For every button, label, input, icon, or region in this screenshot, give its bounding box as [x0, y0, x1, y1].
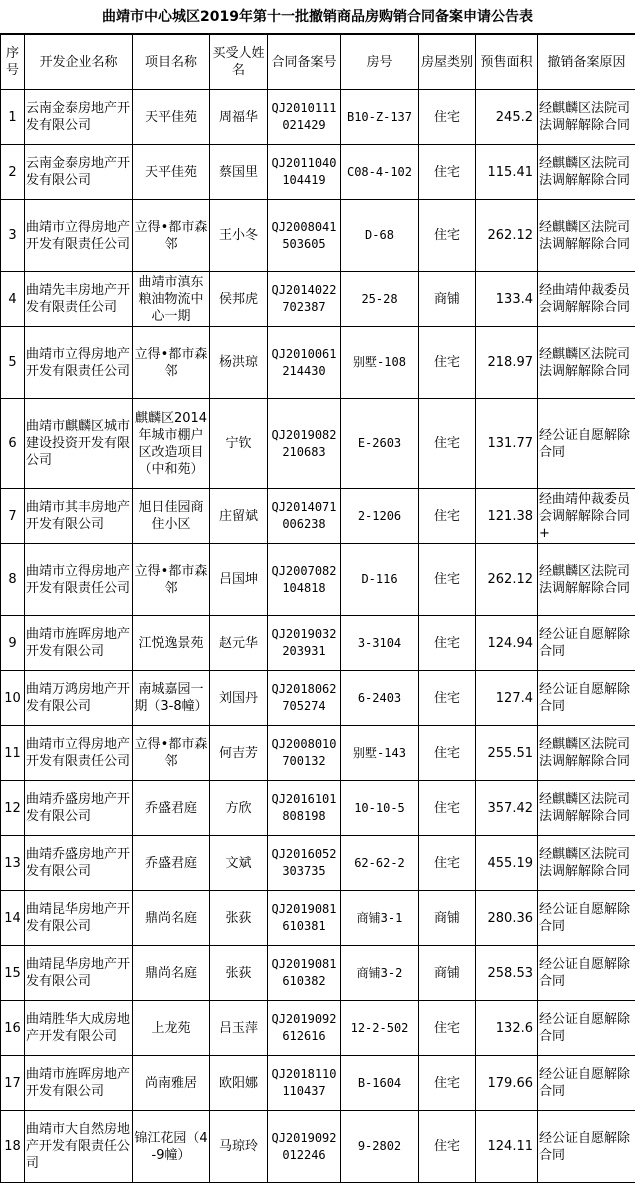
row-number: 1	[1, 90, 25, 145]
developer-cell: 曲靖市旌晖房地产开发有限公司	[25, 616, 133, 671]
table-row	[1, 544, 635, 616]
property-type-cell: 住宅	[419, 145, 476, 200]
table-body	[1, 90, 635, 1183]
contract-number-cell: QJ2007082104818	[268, 544, 341, 616]
developer-cell: 曲靖市麒麟区城市建设投资开发有限公司	[25, 399, 133, 489]
property-type-cell: 住宅	[419, 200, 476, 272]
developer-cell: 曲靖先丰房地产开发有限责任公司	[25, 272, 133, 327]
buyer-cell: 马琼玲	[210, 1111, 268, 1183]
buyer-cell: 周福华	[210, 90, 268, 145]
table-row	[1, 671, 635, 726]
revocation-reason-cell: 经麒麟区法院司法调解解除合同	[538, 90, 635, 145]
presale-area-cell: 115.41	[476, 145, 538, 200]
property-type-cell: 住宅	[419, 544, 476, 616]
revocation-reason-cell: 经麒麟区法院司法调解解除合同	[538, 200, 635, 272]
room-number-cell: 25-28	[341, 272, 419, 327]
room-number-cell: 2-1206	[341, 489, 419, 544]
contract-number-cell: QJ2014071006238	[268, 489, 341, 544]
contract-number-cell: QJ2018062705274	[268, 671, 341, 726]
developer-cell: 曲靖昆华房地产开发有限公司	[25, 891, 133, 946]
header-cell: 房屋类别	[419, 35, 476, 90]
row-number: 16	[1, 1001, 25, 1056]
developer-cell: 云南金泰房地产开发有限公司	[25, 145, 133, 200]
buyer-cell: 吕国坤	[210, 544, 268, 616]
developer-cell: 曲靖市立得房地产开发有限责任公司	[25, 544, 133, 616]
developer-cell: 曲靖乔盛房地产开发有限公司	[25, 836, 133, 891]
contract-number-cell: QJ2019081610381	[268, 891, 341, 946]
table-row	[1, 489, 635, 544]
row-number: 4	[1, 272, 25, 327]
presale-area-cell: 179.66	[476, 1056, 538, 1111]
buyer-cell: 文斌	[210, 836, 268, 891]
contract-number-cell: QJ2019082210683	[268, 399, 341, 489]
buyer-cell: 吕玉萍	[210, 1001, 268, 1056]
contract-number-cell: QJ2010061214430	[268, 327, 341, 399]
room-number-cell: 商铺3-1	[341, 891, 419, 946]
room-number-cell: 62-62-2	[341, 836, 419, 891]
revocation-reason-cell: 经麒麟区法院司法调解解除合同	[538, 544, 635, 616]
project-cell: 立得•都市森邻	[133, 200, 210, 272]
contract-number-cell: QJ2019081610382	[268, 946, 341, 1001]
buyer-cell: 何吉芳	[210, 726, 268, 781]
table-row	[1, 1056, 635, 1111]
developer-cell: 曲靖乔盛房地产开发有限公司	[25, 781, 133, 836]
table-row	[1, 90, 635, 145]
table-row	[1, 399, 635, 489]
buyer-cell: 王小冬	[210, 200, 268, 272]
buyer-cell: 宁钦	[210, 399, 268, 489]
page-title: 曲靖市中心城区2019年第十一批撤销商品房购销合同备案申请公告表	[0, 0, 635, 34]
header-cell: 序号	[1, 35, 25, 90]
contract-number-cell: QJ2019092012246	[268, 1111, 341, 1183]
revocation-reason-cell: 经公证自愿解除合同	[538, 891, 635, 946]
presale-area-cell: 218.97	[476, 327, 538, 399]
presale-area-cell: 133.4	[476, 272, 538, 327]
table-row	[1, 616, 635, 671]
buyer-cell: 侯邦虎	[210, 272, 268, 327]
buyer-cell: 赵元华	[210, 616, 268, 671]
room-number-cell: 9-2802	[341, 1111, 419, 1183]
buyer-cell: 庄留斌	[210, 489, 268, 544]
table-row	[1, 1001, 635, 1056]
revocation-reason-cell: 经公证自愿解除合同	[538, 1001, 635, 1056]
table-row	[1, 836, 635, 891]
table-row	[1, 145, 635, 200]
presale-area-cell: 121.38	[476, 489, 538, 544]
revocation-reason-cell: 经麒麟区法院司法调解解除合同	[538, 836, 635, 891]
room-number-cell: 商铺3-2	[341, 946, 419, 1001]
revocation-reason-cell: 经公证自愿解除合同	[538, 616, 635, 671]
property-type-cell: 住宅	[419, 327, 476, 399]
property-type-cell: 住宅	[419, 1001, 476, 1056]
presale-area-cell: 357.42	[476, 781, 538, 836]
revocation-reason-cell: 经麒麟区法院司法调解解除合同	[538, 145, 635, 200]
table-row	[1, 726, 635, 781]
contract-number-cell: QJ2019032203931	[268, 616, 341, 671]
header-cell: 买受人姓名	[210, 35, 268, 90]
revocation-reason-cell: 经公证自愿解除合同	[538, 1111, 635, 1183]
row-number: 7	[1, 489, 25, 544]
row-number: 18	[1, 1111, 25, 1183]
revocation-reason-cell: 经公证自愿解除合同	[538, 399, 635, 489]
project-cell: 鼎尚名庭	[133, 946, 210, 1001]
project-cell: 立得•都市森邻	[133, 544, 210, 616]
project-cell: 锦江花园（4-9幢）	[133, 1111, 210, 1183]
room-number-cell: 别墅-143	[341, 726, 419, 781]
row-number: 10	[1, 671, 25, 726]
contract-number-cell: QJ2008041503605	[268, 200, 341, 272]
presale-area-cell: 245.2	[476, 90, 538, 145]
project-cell: 上龙苑	[133, 1001, 210, 1056]
contract-number-cell: QJ2019092612616	[268, 1001, 341, 1056]
table-header-row	[1, 35, 635, 90]
row-number: 3	[1, 200, 25, 272]
presale-area-cell: 124.11	[476, 1111, 538, 1183]
developer-cell: 曲靖市立得房地产开发有限责任公司	[25, 200, 133, 272]
project-cell: 旭日佳园商住小区	[133, 489, 210, 544]
row-number: 2	[1, 145, 25, 200]
row-number: 11	[1, 726, 25, 781]
property-type-cell: 商铺	[419, 272, 476, 327]
presale-area-cell: 124.94	[476, 616, 538, 671]
contract-number-cell: QJ2016052303735	[268, 836, 341, 891]
row-number: 6	[1, 399, 25, 489]
buyer-cell: 欧阳娜	[210, 1056, 268, 1111]
project-cell: 天平佳苑	[133, 145, 210, 200]
row-number: 17	[1, 1056, 25, 1111]
contract-number-cell: QJ2014022702387	[268, 272, 341, 327]
table-row	[1, 272, 635, 327]
row-number: 12	[1, 781, 25, 836]
room-number-cell: 10-10-5	[341, 781, 419, 836]
room-number-cell: C08-4-102	[341, 145, 419, 200]
table-row	[1, 200, 635, 272]
room-number-cell: 12-2-502	[341, 1001, 419, 1056]
project-cell: 立得•都市森邻	[133, 726, 210, 781]
table-row	[1, 891, 635, 946]
row-number: 15	[1, 946, 25, 1001]
project-cell: 尚南雅居	[133, 1056, 210, 1111]
developer-cell: 曲靖市立得房地产开发有限责任公司	[25, 726, 133, 781]
buyer-cell: 张荻	[210, 891, 268, 946]
buyer-cell: 方欣	[210, 781, 268, 836]
header-cell: 预售面积	[476, 35, 538, 90]
project-cell: 立得•都市森邻	[133, 327, 210, 399]
property-type-cell: 住宅	[419, 489, 476, 544]
project-cell: 乔盛君庭	[133, 836, 210, 891]
room-number-cell: D-116	[341, 544, 419, 616]
buyer-cell: 蔡国里	[210, 145, 268, 200]
contract-number-cell: QJ2018110110437	[268, 1056, 341, 1111]
project-cell: 南城嘉园一期（3-8幢）	[133, 671, 210, 726]
row-number: 9	[1, 616, 25, 671]
developer-cell: 曲靖市立得房地产开发有限责任公司	[25, 327, 133, 399]
developer-cell: 曲靖万鸿房地产开发有限公司	[25, 671, 133, 726]
presale-area-cell: 127.4	[476, 671, 538, 726]
property-type-cell: 住宅	[419, 671, 476, 726]
project-cell: 麒麟区2014年城市棚户区改造项目（中和苑）	[133, 399, 210, 489]
property-type-cell: 商铺	[419, 891, 476, 946]
property-type-cell: 住宅	[419, 836, 476, 891]
developer-cell: 曲靖胜华大成房地产开发有限公司	[25, 1001, 133, 1056]
header-cell: 合同备案号	[268, 35, 341, 90]
project-cell: 乔盛君庭	[133, 781, 210, 836]
announcement-table	[0, 34, 635, 1183]
developer-cell: 曲靖昆华房地产开发有限公司	[25, 946, 133, 1001]
revocation-reason-cell: 经麒麟区法院司法调解解除合同	[538, 327, 635, 399]
table-row	[1, 781, 635, 836]
row-number: 8	[1, 544, 25, 616]
property-type-cell: 住宅	[419, 1111, 476, 1183]
project-cell: 天平佳苑	[133, 90, 210, 145]
presale-area-cell: 280.36	[476, 891, 538, 946]
revocation-reason-cell: 经公证自愿解除合同	[538, 671, 635, 726]
header-cell: 项目名称	[133, 35, 210, 90]
header-cell: 撤销备案原因	[538, 35, 635, 90]
developer-cell: 云南金泰房地产开发有限公司	[25, 90, 133, 145]
buyer-cell: 张荻	[210, 946, 268, 1001]
table-row	[1, 946, 635, 1001]
property-type-cell: 住宅	[419, 90, 476, 145]
presale-area-cell: 132.6	[476, 1001, 538, 1056]
project-cell: 鼎尚名庭	[133, 891, 210, 946]
revocation-reason-cell: 经麒麟区法院司法调解解除合同	[538, 726, 635, 781]
property-type-cell: 住宅	[419, 399, 476, 489]
developer-cell: 曲靖市旌晖房地产开发有限公司	[25, 1056, 133, 1111]
revocation-reason-cell: 经曲靖仲裁委员会调解解除合同	[538, 272, 635, 327]
buyer-cell: 刘国丹	[210, 671, 268, 726]
room-number-cell: E-2603	[341, 399, 419, 489]
row-number: 14	[1, 891, 25, 946]
revocation-reason-cell: 经麒麟区法院司法调解解除合同	[538, 781, 635, 836]
room-number-cell: 别墅-108	[341, 327, 419, 399]
room-number-cell: B-1604	[341, 1056, 419, 1111]
presale-area-cell: 262.12	[476, 200, 538, 272]
property-type-cell: 住宅	[419, 726, 476, 781]
presale-area-cell: 262.12	[476, 544, 538, 616]
presale-area-cell: 455.19	[476, 836, 538, 891]
header-cell: 房号	[341, 35, 419, 90]
developer-cell: 曲靖市大自然房地产开发有限责任公司	[25, 1111, 133, 1183]
revocation-reason-cell: 经曲靖仲裁委员会调解解除合同+	[538, 489, 635, 544]
contract-number-cell: QJ2016101808198	[268, 781, 341, 836]
revocation-reason-cell: 经公证自愿解除合同	[538, 1056, 635, 1111]
project-cell: 江悦逸景苑	[133, 616, 210, 671]
row-number: 13	[1, 836, 25, 891]
buyer-cell: 杨洪琼	[210, 327, 268, 399]
table-row	[1, 1111, 635, 1183]
presale-area-cell: 131.77	[476, 399, 538, 489]
contract-number-cell: QJ2011040104419	[268, 145, 341, 200]
property-type-cell: 住宅	[419, 616, 476, 671]
row-number: 5	[1, 327, 25, 399]
room-number-cell: B10-Z-137	[341, 90, 419, 145]
developer-cell: 曲靖市其丰房地产开发有限公司	[25, 489, 133, 544]
header-cell: 开发企业名称	[25, 35, 133, 90]
contract-number-cell: QJ2008010700132	[268, 726, 341, 781]
room-number-cell: 6-2403	[341, 671, 419, 726]
table-row	[1, 327, 635, 399]
presale-area-cell: 255.51	[476, 726, 538, 781]
contract-number-cell: QJ2010111021429	[268, 90, 341, 145]
project-cell: 曲靖市滇东粮油物流中心一期	[133, 272, 210, 327]
presale-area-cell: 258.53	[476, 946, 538, 1001]
property-type-cell: 住宅	[419, 1056, 476, 1111]
revocation-reason-cell: 经公证自愿解除合同	[538, 946, 635, 1001]
property-type-cell: 住宅	[419, 781, 476, 836]
room-number-cell: 3-3104	[341, 616, 419, 671]
room-number-cell: D-68	[341, 200, 419, 272]
property-type-cell: 商铺	[419, 946, 476, 1001]
